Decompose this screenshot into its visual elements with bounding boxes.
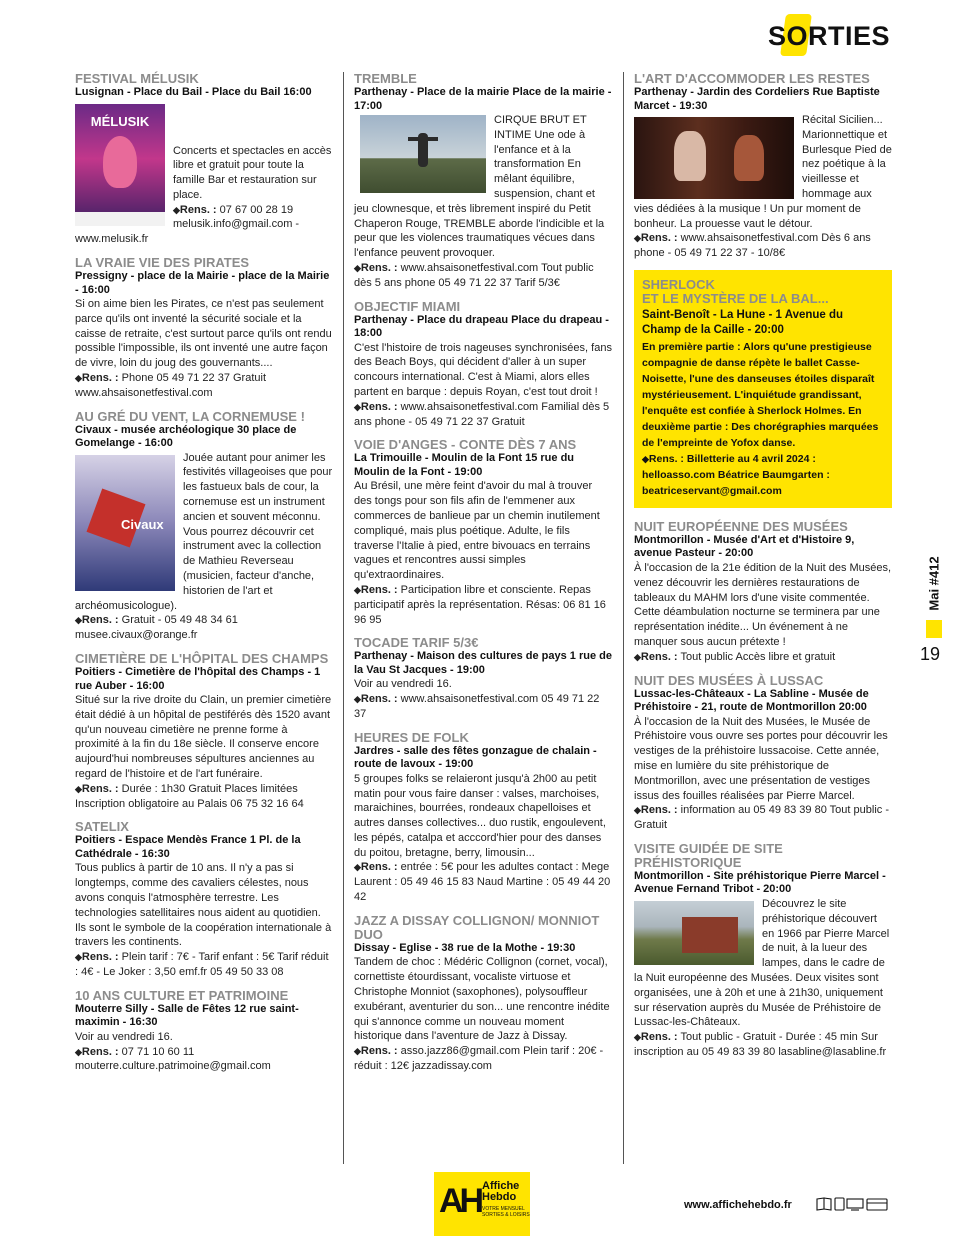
event-info	[354, 583, 612, 627]
event-description: CIRQUE BRUT ET INTIME Une ode à l'enfance et à la transformation En mêlant équilibre, suspension, chant et jeu clownesque, et très librement inspiré du Petit Chaperon Rouge, TREMBLE aborde l'indicible et la peur que les violences traumatiques vécues dans l'enfance peuvent provoquer.	[354, 114, 605, 260]
poster-figure	[103, 136, 137, 188]
website-link[interactable]: www.affichehebdo.fr	[684, 1199, 792, 1211]
info-label: ◆ Rens. :	[354, 584, 398, 596]
event-title: SATELIX	[75, 819, 129, 835]
event-info	[634, 803, 892, 833]
info-label: ◆ Rens. :	[634, 1031, 678, 1043]
event-tocade	[354, 636, 612, 721]
event-title: NUIT DES MUSÉES À LUSSAC	[634, 672, 824, 688]
event-place: Parthenay - Place de la mairie Place de la mairie - 17:00	[354, 86, 612, 112]
event-description: Si on aime bien les Pirates, ce n'est pas seulement parce qu'ils ont inventé la sécurité sociale et la caisse de retraite, c'est surtout parce qu'ils ont rendu possible l'impossible, ils ont inventé une autre façon de vivre, loin du joug des gouvernants....	[75, 298, 332, 370]
event-place: Parthenay - Maison des cultures de pays 1 rue de la Vau St Jacques - 19:00	[354, 650, 612, 676]
event-folk	[354, 731, 612, 905]
info-label: ◆ Rens. :	[75, 951, 119, 963]
column-2	[354, 72, 612, 1083]
event-title: SHERLOCK	[642, 276, 715, 292]
event-description: Récital Sicilien... Marionnettique et Burlesque Pied de nez poétique à la vieillesse et hommage aux vies dédiées à la musique ! Un pur moment de bonheur. La prouesse vaut le détour.	[634, 114, 892, 230]
event-satelix	[75, 820, 333, 979]
info-text: Durée : 1h30 Gratuit Places limitées Inscription obligatoire au Palais 06 75 32 16 64	[75, 782, 304, 810]
event-place: La Trimouille - Moulin de la Font 15 rue du Moulin de la Font - 19:00	[354, 452, 575, 478]
info-label: ◆ Rens. :	[634, 232, 678, 244]
event-description: Situé sur la rive droite du Clain, un premier cimetière était dédié à un hôpital de pestiférés dès 1520 avant qu'un nouveau cimetière ne prenne forme à proximité à la fin du 18e siècle. Il conserve encore aujourd'hui nombreuses sépultures anciennes au regard de l'histoire et de l'art funéraire.	[75, 694, 332, 780]
photo-arms	[408, 137, 438, 141]
event-description: Jouée autant pour animer les festivités villageoises que pour les fastueux bals de cour, la cornemuse est un instrument ancien et souvent méconnu. Vous pourrez découvrir cet instrument avec la collection de Mathieu Reverseau (musicien, facteur d'anche, historien de l'art et archéomusicologue).	[75, 451, 333, 612]
info-label: ◆ Rens. :	[75, 372, 119, 384]
info-label: ◆ Rens. :	[354, 401, 398, 413]
event-tremble	[354, 72, 612, 291]
event-description: Tandem de choc : Médéric Collignon (cornet, vocal), cornettiste étourdissant, vocaliste virtuose et Christophe Monniot (saxophones), polysouffleur exubérant, aventurier du son... une rencontre inédite qui s'annonce comme un nouveau moment historique dans l'aventure de Jazz à Dissay.	[354, 956, 610, 1043]
event-info	[75, 950, 333, 980]
event-info	[634, 650, 892, 665]
melusik-poster-image	[75, 104, 165, 226]
event-info	[75, 613, 333, 643]
logo-name-line2: Hebdo	[482, 1191, 517, 1203]
event-description: 5 groupes folks se relaieront jusqu'à 2h00 au petit matin pour vous faire danser : valses, marchoises, maraichines, bourrées, rondeaux chapelloises et autres danses collectives... duo rustik, engoulevent, les pépés, catalpa et acccord'hier pour des danses du poitou, bretagne, berry, limousin...	[354, 772, 606, 859]
event-description: À l'occasion de la 21e édition de la Nuit des Musées, venez découvrir les dernières restaurations de tableaux du MAHM lors d'une visite commentée. Cette déambulation nocturne se terminera par une représentation inédite... Un événement à ne manquer sous aucun prétexte !	[634, 561, 892, 648]
logo-mark-icon: AH	[439, 1182, 481, 1220]
event-place: Lussac-les-Châteaux - La Sabline - Musée de Préhistoire - 21, route de Montmorillon 20:00	[634, 687, 869, 714]
event-description: Voir au vendredi 16.	[354, 678, 452, 691]
event-info	[634, 1030, 892, 1060]
event-place: Montmorillon - Site préhistorique Pierre Marcel - Avenue Fernand Tribot - 20:00	[634, 869, 886, 896]
photo-figure-right	[734, 135, 764, 181]
column-divider	[623, 72, 624, 1164]
event-description: À l'occasion de la Nuit des Musées, le Musée de Préhistoire vous ouvre ses portes pour découvrir les vestiges de la préhistoire lussacoise. Cette année, mise en lumière du site préhistorique de Montmorillon, avec une présentation de vestiges issus des fouilles réalisées par Pierre Marcel.	[634, 715, 888, 802]
event-place: Pressigny - place de la Mairie - place de la Mairie - 16:00	[75, 270, 330, 296]
column-1	[75, 72, 333, 1083]
event-info	[354, 1044, 612, 1074]
event-title: TOCADE TARIF 5/3€	[354, 635, 479, 651]
event-place: Poitiers - Cimetière de l'hôpital des Champs - 1 rue Auber - 16:00	[75, 666, 321, 692]
info-text: 07 71 10 60 11 mouterre.culture.patrimoine@gmail.com	[75, 1045, 271, 1073]
event-title: TREMBLE	[354, 71, 417, 86]
issue-tab	[924, 548, 944, 638]
event-restes	[634, 72, 892, 261]
event-title: L'ART D'ACCOMMODER LES RESTES	[634, 71, 870, 86]
event-title: CIMETIÈRE DE L'HÔPITAL DES CHAMPS	[75, 651, 329, 667]
event-title: JAZZ A DISSAY COLLIGNON/ MONNIOT DUO	[354, 912, 600, 942]
event-info	[354, 860, 612, 904]
event-title: 10 ANS CULTURE ET PATRIMOINE	[75, 987, 289, 1003]
info-text: Tout public Accès libre et gratuit	[677, 650, 836, 663]
info-text: Participation libre et consciente. Repas participatif après la représentation. Résas: 06 81 16 96 95	[354, 583, 606, 626]
book-tablet-monitor-card-icon	[815, 1196, 893, 1212]
logo-tagline-1: VOTRE MENSUEL	[482, 1206, 525, 1212]
event-description: Tous publics à partir de 10 ans. Il n'y a pas si longtemps, comme des cavaliers célestes, nous avons conquis l'atmosphère terrestre. Les technologies satellitaires nous aident au quotidien. Ils sont le symbole de la coopération internationale à travers les continents.	[75, 862, 332, 949]
event-title-line2: ET LE MYSTÈRE DE LA BAL...	[642, 290, 829, 306]
event-anges	[354, 438, 612, 627]
event-place: Civaux - musée archéologique 30 place de Gomelange - 16:00	[75, 423, 297, 450]
event-info	[354, 261, 612, 291]
info-text: www.ahsaisonetfestival.com Familial dès 5 ans phone - 05 49 71 22 37 Gratuit	[354, 400, 610, 428]
event-title: LA VRAIE VIE DES PIRATES	[75, 255, 250, 271]
event-miami	[354, 300, 612, 430]
event-place: Parthenay - Place du drapeau Place du drapeau - 18:00	[354, 313, 609, 340]
info-text: www.ahsaisonetfestival.com 05 49 71 22 37	[354, 693, 600, 720]
info-text: 07 67 00 28 19 melusik.info@gmail.com - www.melusik.fr	[75, 203, 300, 246]
poster-title: Civaux	[121, 516, 164, 532]
event-place: Mouterre Silly - Salle de Fêtes 12 rue saint-maximin - 16:30	[75, 1002, 299, 1029]
event-description: Découvrez le site préhistorique découvert en 1966 par Pierre Marcel de nuit, à la lueur des lampes, dans le cadre de la Nuit européenne des Musées. Deux visites sont organisées, une à 20h et une à 21h30, uniquement sur réservation auprès du Musée de Préhistoire de Lussac-les-Châteaux.	[634, 897, 890, 1029]
event-title: VISITE GUIDÉE DE SITE PRÉHISTORIQUE	[634, 840, 783, 870]
event-info	[642, 451, 884, 499]
event-description: Concerts et spectacles en accès libre et gratuit pour toute la famille Bar et restauration sur place.	[173, 144, 332, 201]
info-text: www.ahsaisonetfestival.com Tout public dès 5 ans phone 05 49 71 22 37 Tarif 5/3€	[354, 261, 594, 289]
event-place: Montmorillon - Musée d'Art et d'Histoire 9, avenue Pasteur - 20:00	[634, 533, 855, 560]
event-cimetiere	[75, 652, 333, 811]
event-info	[75, 782, 333, 812]
event-visite	[634, 842, 892, 1060]
event-place: Poitiers - Espace Mendès France 1 Pl. de la Cathédrale - 16:30	[75, 834, 301, 860]
photo-figure-left	[674, 131, 706, 181]
event-description: Voir au vendredi 16.	[75, 1030, 173, 1043]
info-label: ◆ Rens. :	[354, 1045, 398, 1057]
event-title: FESTIVAL MÉLUSIK	[75, 71, 199, 86]
poster-title: MÉLUSIK	[90, 113, 150, 129]
info-label: ◆ Rens. :	[634, 651, 678, 663]
event-info	[75, 371, 333, 401]
section-title: S ORTIES	[768, 20, 890, 52]
info-text: Billetterie au 4 avril 2024 : helloasso.com Béatrice Baumgarten : beatriceservant@gmail.com	[642, 452, 830, 497]
info-text: entrée : 5€ pour les adultes contact : Mege Laurent : 05 49 46 15 83 Naud Martine : 05 49 44 20 42	[354, 861, 611, 904]
event-description: En première partie : Alors qu'une prestigieuse compagnie de danse répète le ballet Casse- Noisette, l'une des danseuses étoiles disparaît mystérieusement. L'inquiétude grandissant, l'enquête est confiée à Sherlock Holmes. En deuxième partie : Des chorégraphies marquées de l'empreinte de Yofox danse.	[642, 340, 879, 449]
column-3	[634, 72, 892, 1069]
event-info	[354, 400, 612, 430]
event-place: Lusignan - Place du Bail - Place du Bail 16:00	[75, 86, 312, 98]
tremble-photo	[360, 115, 486, 193]
info-text: Tout public - Gratuit - Durée : 45 min Sur inscription au 05 49 83 39 80 lasabline@lasabline.fr	[634, 1031, 887, 1058]
info-text: asso.jazz86@gmail.com Plein tarif : 20€ - réduit : 12€ jazzadissay.com	[354, 1045, 604, 1072]
visite-photo	[634, 901, 754, 965]
event-place: Jardres - salle des fêtes gonzague de chalain - route de lavoux - 19:00	[354, 744, 597, 771]
event-info	[634, 231, 892, 261]
section-header	[760, 16, 900, 56]
event-musees	[634, 520, 892, 665]
event-lussac	[634, 674, 892, 833]
event-sherlock-highlight	[634, 270, 892, 508]
logo-tagline-2: SORTIES & LOISIRS	[482, 1212, 530, 1218]
restes-photo	[634, 117, 794, 199]
logo-name-line1: Affiche	[482, 1180, 520, 1192]
cornemuse-poster-image	[75, 455, 175, 591]
affiche-hebdo-logo	[434, 1172, 530, 1236]
event-place: Saint-Benoît - La Hune - 1 Avenue du Champ de la Caille - 20:00	[642, 308, 844, 337]
info-text: information au 05 49 83 39 80 Tout public - Gratuit	[634, 804, 889, 832]
info-text: Plein tarif : 7€ - Tarif enfant : 5€ Tarif réduit : 4€ - Le Joker : 3,50 emf.fr 05 49 50 33 08	[75, 951, 329, 978]
info-label: ◆ Rens. :	[354, 861, 398, 873]
info-label: ◆ Rens. :	[173, 204, 217, 216]
info-text: www.ahsaisonetfestival.com Dès 6 ans phone - 05 49 71 22 37 - 10/8€	[634, 232, 871, 260]
info-label: ◆ Rens. :	[354, 693, 398, 705]
event-pirates	[75, 256, 333, 401]
event-cornemuse	[75, 410, 333, 643]
event-title: HEURES DE FOLK	[354, 729, 469, 745]
event-title: OBJECTIF MIAMI	[354, 298, 461, 314]
info-label: ◆ Rens. :	[75, 1046, 119, 1058]
info-label: ◆ Rens. :	[354, 262, 398, 274]
event-melusik	[75, 72, 333, 247]
yellow-marker	[926, 620, 942, 638]
event-title: VOIE D'ANGES - CONTE DÈS 7 ANS	[354, 437, 577, 453]
page-number: 19	[920, 644, 941, 664]
info-label: ◆ Rens. :	[634, 804, 678, 816]
info-text: Gratuit - 05 49 48 34 61 musee.civaux@orange.fr	[75, 614, 238, 642]
event-title: AU GRÉ DU VENT, LA CORNEMUSE !	[75, 408, 305, 424]
info-label: ◆ Rens. :	[75, 614, 119, 626]
event-place: Dissay - Eglise - 38 rue de la Mothe - 19:30	[354, 941, 576, 954]
event-jazz	[354, 914, 612, 1074]
info-text: Phone 05 49 71 22 37 Gratuit www.ahsaisonetfestival.com	[75, 372, 266, 399]
event-description: Au Brésil, une mère feint d'avoir du mal à trouver des tongs pour son fils afin de l'emmener aux commerces de banlieue par un chemin inutilement compliqué, mais plus poétique. Adulte, le fils traverse l'Italie à pied, entre bivouacs en terrains vagues et rencontres aussi simples qu'extraordinaires.	[354, 480, 600, 582]
event-info	[75, 1045, 333, 1075]
event-description: C'est l'histoire de trois nageuses synchronisées, fans des Beach Boys, qui décident d'aller à un super concours international. C'est à Miami, alors elles partent en barque : depuis Royan, c'est tout droit !	[354, 341, 612, 398]
info-label: ◆ Rens. :	[75, 783, 119, 795]
device-icons	[815, 1196, 893, 1212]
photo-shed	[682, 917, 738, 953]
event-title: NUIT EUROPÉENNE DES MUSÉES	[634, 518, 848, 534]
issue-label: Mai #412	[926, 556, 942, 611]
poster-footer	[75, 212, 165, 226]
event-patrimoine	[75, 989, 333, 1074]
event-info	[354, 692, 612, 722]
event-place: Parthenay - Jardin des Cordeliers Rue Baptiste Marcet - 19:30	[634, 86, 880, 112]
column-divider	[343, 72, 344, 1164]
info-label: ◆ Rens. :	[642, 453, 684, 465]
